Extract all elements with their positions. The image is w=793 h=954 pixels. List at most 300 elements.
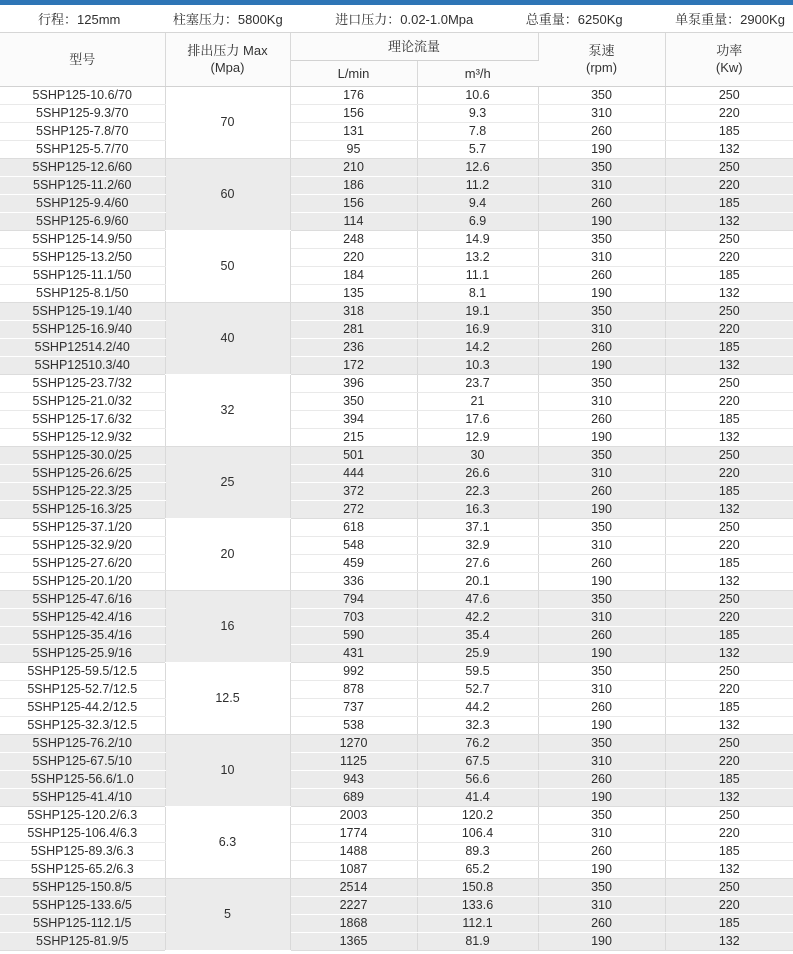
flow-lmin-cell: 248: [290, 230, 417, 248]
flow-lmin-cell: 2514: [290, 878, 417, 896]
table-row: [0, 860, 793, 878]
model-cell: 5SHP125-17.6/32: [0, 410, 165, 428]
power-cell: 185: [665, 770, 793, 788]
rpm-cell: 190: [538, 284, 665, 302]
model-cell: 5SHP125-9.4/60: [0, 194, 165, 212]
model-cell: 5SHP125-30.0/25: [0, 446, 165, 464]
table-row: [0, 446, 793, 464]
flow-m3h-cell: 52.7: [417, 680, 538, 698]
flow-lmin-cell: 1125: [290, 752, 417, 770]
rpm-cell: 260: [538, 482, 665, 500]
pressure-cell: 6.3: [165, 806, 290, 878]
flow-m3h-cell: 7.8: [417, 122, 538, 140]
power-cell: 250: [665, 590, 793, 608]
header-power: 功率 (Kw): [665, 33, 793, 86]
table-row: [0, 914, 793, 932]
flow-lmin-cell: 215: [290, 428, 417, 446]
flow-lmin-cell: 737: [290, 698, 417, 716]
flow-lmin-cell: 1365: [290, 932, 417, 950]
header-discharge-pressure: 排出压力 Max (Mpa): [165, 33, 290, 86]
pressure-cell: 10: [165, 734, 290, 806]
table-header: [0, 33, 793, 86]
model-cell: 5SHP125-76.2/10: [0, 734, 165, 752]
rpm-cell: 310: [538, 176, 665, 194]
model-cell: 5SHP125-32.3/12.5: [0, 716, 165, 734]
flow-lmin-cell: 184: [290, 266, 417, 284]
flow-lmin-cell: 336: [290, 572, 417, 590]
flow-lmin-cell: 350: [290, 392, 417, 410]
power-cell: 220: [665, 320, 793, 338]
power-cell: 132: [665, 788, 793, 806]
flow-lmin-cell: 538: [290, 716, 417, 734]
model-cell: 5SHP125-9.3/70: [0, 104, 165, 122]
header-flow-m3h: m³/h: [417, 60, 538, 86]
model-cell: 5SHP125-27.6/20: [0, 554, 165, 572]
power-cell: 220: [665, 248, 793, 266]
flow-m3h-cell: 81.9: [417, 932, 538, 950]
flow-lmin-cell: 459: [290, 554, 417, 572]
power-cell: 250: [665, 878, 793, 896]
table-row: [0, 698, 793, 716]
table-row: [0, 788, 793, 806]
flow-lmin-cell: 1087: [290, 860, 417, 878]
model-cell: 5SHP125-32.9/20: [0, 536, 165, 554]
model-cell: 5SHP125-59.5/12.5: [0, 662, 165, 680]
flow-m3h-cell: 11.1: [417, 266, 538, 284]
rpm-cell: 260: [538, 122, 665, 140]
rpm-cell: 350: [538, 662, 665, 680]
rpm-cell: 260: [538, 194, 665, 212]
rpm-cell: 350: [538, 302, 665, 320]
table-row: [0, 320, 793, 338]
flow-m3h-cell: 16.9: [417, 320, 538, 338]
power-cell: 185: [665, 122, 793, 140]
table-row: [0, 122, 793, 140]
rpm-cell: 260: [538, 338, 665, 356]
model-cell: 5SHP125-42.4/16: [0, 608, 165, 626]
flow-m3h-cell: 22.3: [417, 482, 538, 500]
rpm-cell: 350: [538, 374, 665, 392]
flow-m3h-cell: 32.9: [417, 536, 538, 554]
flow-m3h-cell: 150.8: [417, 878, 538, 896]
model-cell: 5SHP125-56.6/1.0: [0, 770, 165, 788]
table-row: [0, 932, 793, 950]
flow-lmin-cell: 272: [290, 500, 417, 518]
flow-lmin-cell: 318: [290, 302, 417, 320]
model-cell: 5SHP125-65.2/6.3: [0, 860, 165, 878]
flow-m3h-cell: 112.1: [417, 914, 538, 932]
flow-lmin-cell: 220: [290, 248, 417, 266]
flow-lmin-cell: 172: [290, 356, 417, 374]
table-row: [0, 716, 793, 734]
table-row: [0, 482, 793, 500]
pressure-cell: 5: [165, 878, 290, 950]
model-cell: 5SHP125-14.9/50: [0, 230, 165, 248]
flow-lmin-cell: 1488: [290, 842, 417, 860]
pressure-cell: 60: [165, 158, 290, 230]
power-cell: 185: [665, 698, 793, 716]
model-cell: 5SHP125-89.3/6.3: [0, 842, 165, 860]
flow-m3h-cell: 106.4: [417, 824, 538, 842]
table-row: [0, 824, 793, 842]
rpm-cell: 310: [538, 752, 665, 770]
flow-lmin-cell: 618: [290, 518, 417, 536]
power-cell: 185: [665, 626, 793, 644]
rpm-cell: 260: [538, 842, 665, 860]
table-row: [0, 356, 793, 374]
rpm-cell: 190: [538, 356, 665, 374]
flow-m3h-cell: 12.6: [417, 158, 538, 176]
table-row: [0, 626, 793, 644]
flow-lmin-cell: 1774: [290, 824, 417, 842]
model-cell: 5SHP125-20.1/20: [0, 572, 165, 590]
model-cell: 5SHP125-5.7/70: [0, 140, 165, 158]
model-cell: 5SHP125-6.9/60: [0, 212, 165, 230]
table-row: [0, 500, 793, 518]
model-cell: 5SHP12510.3/40: [0, 356, 165, 374]
flow-m3h-cell: 59.5: [417, 662, 538, 680]
model-cell: 5SHP125-11.1/50: [0, 266, 165, 284]
flow-lmin-cell: 176: [290, 86, 417, 104]
flow-lmin-cell: 394: [290, 410, 417, 428]
power-cell: 220: [665, 464, 793, 482]
flow-m3h-cell: 23.7: [417, 374, 538, 392]
rpm-cell: 350: [538, 86, 665, 104]
flow-lmin-cell: 703: [290, 608, 417, 626]
rpm-cell: 310: [538, 248, 665, 266]
power-cell: 220: [665, 536, 793, 554]
rpm-cell: 310: [538, 320, 665, 338]
table-row: [0, 428, 793, 446]
model-cell: 5SHP125-44.2/12.5: [0, 698, 165, 716]
header-model-label: 型号: [69, 51, 96, 67]
table-row: [0, 536, 793, 554]
power-cell: 185: [665, 842, 793, 860]
power-cell: 220: [665, 104, 793, 122]
flow-lmin-cell: 114: [290, 212, 417, 230]
spec-item: 柱塞压力：5800Kg: [172, 12, 283, 27]
rpm-cell: 260: [538, 626, 665, 644]
table-row: [0, 338, 793, 356]
table-row: [0, 464, 793, 482]
model-cell: 5SHP125-41.4/10: [0, 788, 165, 806]
pressure-cell: 12.5: [165, 662, 290, 734]
model-cell: 5SHP125-112.1/5: [0, 914, 165, 932]
pump-spec-table: [0, 33, 793, 951]
pressure-cell: 32: [165, 374, 290, 446]
flow-lmin-cell: 131: [290, 122, 417, 140]
flow-m3h-cell: 32.3: [417, 716, 538, 734]
flow-m3h-cell: 19.1: [417, 302, 538, 320]
rpm-cell: 310: [538, 464, 665, 482]
table-row: [0, 572, 793, 590]
power-cell: 220: [665, 896, 793, 914]
spec-item: 单泵重量：2900Kg: [675, 12, 785, 27]
model-cell: 5SHP125-26.6/25: [0, 464, 165, 482]
flow-m3h-cell: 89.3: [417, 842, 538, 860]
model-cell: 5SHP125-150.8/5: [0, 878, 165, 896]
model-cell: 5SHP125-133.6/5: [0, 896, 165, 914]
flow-m3h-cell: 5.7: [417, 140, 538, 158]
power-cell: 220: [665, 680, 793, 698]
model-cell: 5SHP125-35.4/16: [0, 626, 165, 644]
power-cell: 185: [665, 410, 793, 428]
power-cell: 250: [665, 518, 793, 536]
model-cell: 5SHP125-10.6/70: [0, 86, 165, 104]
power-cell: 132: [665, 572, 793, 590]
flow-lmin-cell: 210: [290, 158, 417, 176]
flow-lmin-cell: 444: [290, 464, 417, 482]
model-cell: 5SHP125-47.6/16: [0, 590, 165, 608]
rpm-cell: 260: [538, 266, 665, 284]
table-row: [0, 662, 793, 680]
rpm-cell: 190: [538, 932, 665, 950]
table-row: [0, 410, 793, 428]
flow-m3h-cell: 12.9: [417, 428, 538, 446]
table-row: [0, 806, 793, 824]
flow-m3h-cell: 10.6: [417, 86, 538, 104]
flow-m3h-cell: 20.1: [417, 572, 538, 590]
flow-lmin-cell: 1868: [290, 914, 417, 932]
rpm-cell: 190: [538, 428, 665, 446]
model-cell: 5SHP125-19.1/40: [0, 302, 165, 320]
table-row: [0, 734, 793, 752]
flow-m3h-cell: 37.1: [417, 518, 538, 536]
flow-lmin-cell: 186: [290, 176, 417, 194]
flow-m3h-cell: 30: [417, 446, 538, 464]
rpm-cell: 350: [538, 518, 665, 536]
flow-m3h-cell: 120.2: [417, 806, 538, 824]
flow-lmin-cell: 156: [290, 104, 417, 122]
flow-lmin-cell: 135: [290, 284, 417, 302]
rpm-cell: 350: [538, 446, 665, 464]
model-cell: 5SHP125-21.0/32: [0, 392, 165, 410]
table-row: [0, 176, 793, 194]
model-cell: 5SHP125-25.9/16: [0, 644, 165, 662]
power-cell: 250: [665, 662, 793, 680]
rpm-cell: 260: [538, 554, 665, 572]
header-flow-lmin: L/min: [290, 60, 417, 86]
model-cell: 5SHP125-120.2/6.3: [0, 806, 165, 824]
flow-m3h-cell: 41.4: [417, 788, 538, 806]
pressure-cell: 16: [165, 590, 290, 662]
flow-m3h-cell: 13.2: [417, 248, 538, 266]
rpm-cell: 350: [538, 878, 665, 896]
rpm-cell: 190: [538, 788, 665, 806]
power-cell: 132: [665, 932, 793, 950]
rpm-cell: 190: [538, 716, 665, 734]
power-cell: 250: [665, 158, 793, 176]
flow-lmin-cell: 943: [290, 770, 417, 788]
table-row: [0, 878, 793, 896]
flow-m3h-cell: 6.9: [417, 212, 538, 230]
rpm-cell: 260: [538, 914, 665, 932]
flow-m3h-cell: 11.2: [417, 176, 538, 194]
spec-item: 总重量：6250Kg: [525, 12, 623, 27]
model-cell: 5SHP125-11.2/60: [0, 176, 165, 194]
flow-m3h-cell: 133.6: [417, 896, 538, 914]
pressure-cell: 40: [165, 302, 290, 374]
header-model: [0, 33, 165, 86]
table-row: [0, 608, 793, 626]
power-cell: 220: [665, 608, 793, 626]
flow-lmin-cell: 548: [290, 536, 417, 554]
power-cell: 250: [665, 446, 793, 464]
rpm-cell: 350: [538, 806, 665, 824]
table-row: [0, 392, 793, 410]
model-cell: 5SHP125-52.7/12.5: [0, 680, 165, 698]
table-row: [0, 104, 793, 122]
rpm-cell: 190: [538, 572, 665, 590]
flow-m3h-cell: 67.5: [417, 752, 538, 770]
power-cell: 132: [665, 212, 793, 230]
model-cell: 5SHP125-8.1/50: [0, 284, 165, 302]
table-row: [0, 842, 793, 860]
flow-lmin-cell: 590: [290, 626, 417, 644]
flow-lmin-cell: 396: [290, 374, 417, 392]
pressure-cell: 50: [165, 230, 290, 302]
table-body: [0, 86, 793, 950]
power-cell: 250: [665, 374, 793, 392]
model-cell: 5SHP125-7.8/70: [0, 122, 165, 140]
power-cell: 220: [665, 392, 793, 410]
power-cell: 220: [665, 824, 793, 842]
model-cell: 5SHP125-23.7/32: [0, 374, 165, 392]
model-cell: 5SHP125-13.2/50: [0, 248, 165, 266]
rpm-cell: 310: [538, 896, 665, 914]
power-cell: 132: [665, 284, 793, 302]
table-row: [0, 230, 793, 248]
model-cell: 5SHP125-12.9/32: [0, 428, 165, 446]
rpm-cell: 260: [538, 698, 665, 716]
power-cell: 132: [665, 428, 793, 446]
flow-m3h-cell: 9.4: [417, 194, 538, 212]
table-row: [0, 86, 793, 104]
spec-bar: [0, 5, 793, 33]
flow-m3h-cell: 14.9: [417, 230, 538, 248]
flow-m3h-cell: 8.1: [417, 284, 538, 302]
model-cell: 5SHP12514.2/40: [0, 338, 165, 356]
rpm-cell: 350: [538, 158, 665, 176]
flow-lmin-cell: 794: [290, 590, 417, 608]
header-pump-speed: 泵速 (rpm): [538, 33, 665, 86]
power-cell: 185: [665, 554, 793, 572]
flow-lmin-cell: 501: [290, 446, 417, 464]
power-cell: 185: [665, 194, 793, 212]
flow-lmin-cell: 2003: [290, 806, 417, 824]
flow-m3h-cell: 35.4: [417, 626, 538, 644]
flow-m3h-cell: 27.6: [417, 554, 538, 572]
flow-m3h-cell: 47.6: [417, 590, 538, 608]
table-row: [0, 302, 793, 320]
model-cell: 5SHP125-16.9/40: [0, 320, 165, 338]
flow-m3h-cell: 17.6: [417, 410, 538, 428]
power-cell: 220: [665, 752, 793, 770]
flow-m3h-cell: 26.6: [417, 464, 538, 482]
rpm-cell: 260: [538, 770, 665, 788]
flow-m3h-cell: 14.2: [417, 338, 538, 356]
flow-lmin-cell: 1270: [290, 734, 417, 752]
rpm-cell: 350: [538, 230, 665, 248]
rpm-cell: 190: [538, 500, 665, 518]
rpm-cell: 350: [538, 734, 665, 752]
power-cell: 250: [665, 302, 793, 320]
flow-m3h-cell: 16.3: [417, 500, 538, 518]
flow-lmin-cell: 236: [290, 338, 417, 356]
model-cell: 5SHP125-106.4/6.3: [0, 824, 165, 842]
model-cell: 5SHP125-16.3/25: [0, 500, 165, 518]
flow-m3h-cell: 25.9: [417, 644, 538, 662]
rpm-cell: 350: [538, 590, 665, 608]
rpm-cell: 310: [538, 104, 665, 122]
table-row: [0, 770, 793, 788]
power-cell: 250: [665, 734, 793, 752]
power-cell: 185: [665, 914, 793, 932]
table-row: [0, 752, 793, 770]
power-cell: 132: [665, 716, 793, 734]
power-cell: 185: [665, 266, 793, 284]
table-row: [0, 590, 793, 608]
flow-lmin-cell: 878: [290, 680, 417, 698]
table-row: [0, 518, 793, 536]
rpm-cell: 310: [538, 608, 665, 626]
flow-m3h-cell: 76.2: [417, 734, 538, 752]
flow-m3h-cell: 10.3: [417, 356, 538, 374]
table-row: [0, 266, 793, 284]
rpm-cell: 190: [538, 860, 665, 878]
model-cell: 5SHP125-37.1/20: [0, 518, 165, 536]
model-cell: 5SHP125-12.6/60: [0, 158, 165, 176]
rpm-cell: 310: [538, 536, 665, 554]
rpm-cell: 310: [538, 824, 665, 842]
flow-lmin-cell: 992: [290, 662, 417, 680]
flow-m3h-cell: 65.2: [417, 860, 538, 878]
power-cell: 220: [665, 176, 793, 194]
power-cell: 132: [665, 644, 793, 662]
flow-m3h-cell: 42.2: [417, 608, 538, 626]
rpm-cell: 260: [538, 410, 665, 428]
flow-m3h-cell: 21: [417, 392, 538, 410]
spec-item: 进口压力：0.02-1.0Mpa: [335, 12, 474, 27]
flow-lmin-cell: 2227: [290, 896, 417, 914]
rpm-cell: 190: [538, 212, 665, 230]
table-row: [0, 158, 793, 176]
power-cell: 132: [665, 140, 793, 158]
table-row: [0, 680, 793, 698]
power-cell: 185: [665, 338, 793, 356]
flow-lmin-cell: 95: [290, 140, 417, 158]
pressure-cell: 25: [165, 446, 290, 518]
rpm-cell: 190: [538, 644, 665, 662]
table-row: [0, 644, 793, 662]
table-row: [0, 248, 793, 266]
pressure-cell: 70: [165, 86, 290, 158]
table-row: [0, 140, 793, 158]
power-cell: 132: [665, 500, 793, 518]
table-row: [0, 212, 793, 230]
flow-lmin-cell: 372: [290, 482, 417, 500]
header-theoretical-flow: 理论流量: [290, 33, 538, 60]
flow-lmin-cell: 431: [290, 644, 417, 662]
table-row: [0, 896, 793, 914]
rpm-cell: 190: [538, 140, 665, 158]
flow-lmin-cell: 156: [290, 194, 417, 212]
flow-m3h-cell: 56.6: [417, 770, 538, 788]
model-cell: 5SHP125-81.9/5: [0, 932, 165, 950]
spec-item: 行程：125mm: [38, 12, 121, 27]
pressure-cell: 20: [165, 518, 290, 590]
rpm-cell: 310: [538, 680, 665, 698]
